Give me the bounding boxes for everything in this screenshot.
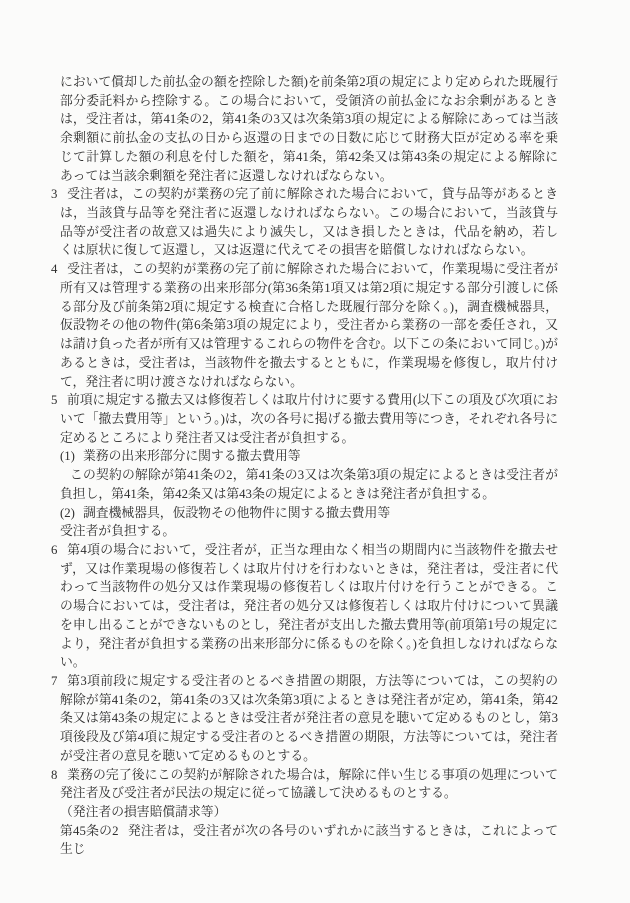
article-text: 発注者は，受注者が次の各号のいずれかに該当するときは，これによって生じ: [60, 823, 558, 857]
item-number-7: 7: [51, 674, 58, 688]
subitem-2-label: (2): [60, 505, 75, 520]
contract-clauses: [51, 73, 558, 859]
item-number-4: 4: [51, 262, 58, 277]
subitem-2-body: 受注者が負担する。: [60, 524, 176, 539]
clause-item-8: [51, 766, 558, 803]
clause-item-5: [51, 391, 558, 447]
clause-item-7: [51, 672, 558, 766]
item-text-8: 業務の完了後にこの契約が解除された場合は，解除に伴い生じる事項の処理について発注者及び受注者が民法の規定に従って協議して決めるものとする。: [60, 767, 558, 801]
subitem-1-body: この契約の解除が第41条の2，第41条の3又は次条第3項の規定によるときは受注者が負担し，第41条，第42条又は第43条の規定によるときは発注者が負担する。: [60, 468, 558, 501]
item-number-6: 6: [51, 542, 58, 557]
paragraph-continuation: において償却した前払金の額を控除した額)を前条第2項の規定により定められた既履行部分委託料から控除する。この場合において，受領済の前払金になお余剰があるときは，受注者は，第41条の2，第41条の3又は次条第3項の規定による解除にあっては当該余剰額に前払金の支払の日から返還の日までの日数に応じて財務大臣が定める率を乗じて計算した額の利息を付した額を，第41条，第42条又は第43条の規定による解除にあっては当該余剰額を発注者に返還しなければならない。: [60, 75, 558, 183]
subitem-1-label: (1): [60, 449, 75, 464]
item-number-5: 5: [51, 393, 58, 408]
item-text-3: 受注者は，この契約が業務の完了前に解除された場合において，貸与品等があるときは，当該貸与品等を発注者に返還しなければならない。この場合において，当該貸与品等が受注者の故意又は過失により滅失し，又はき損したときは，代品を納め，若しくは原状に復して返還し，又は返還に代えてその損害を賠償しなければならない。: [60, 187, 558, 258]
subitem-1-title: 業務の出来形部分に関する撤去費用等: [83, 449, 301, 464]
item-number-8: 8: [51, 767, 58, 782]
subitem-2-heading: [60, 504, 558, 523]
item-number-3: 3: [51, 187, 58, 202]
clause-item-3: [51, 185, 558, 260]
item-text-6: 第4項の場合において，受注者が，正当な理由なく相当の期間内に当該物件を撤去せず，又は作業現場の修復若しくは取片付けを行わないときは，発注者は，受注者に代わって当該物件の処分又は作業現場の修復若しくは取片付けを行うことができる。この場合においては，受注者は，発注者の処分又は修復若しくは取片付けについて異議を申し出ることができないものとし，発注者が支出した撤去費用等(前項第1号の規定により，発注者が負担する業務の出来形部分に係るものを除く。)を負担しなければならない。: [60, 542, 558, 670]
item-text-7: 第3項前段に規定する受注者のとるべき措置の期限，方法等については，この契約の解除が第41条の2，第41条の3又は次条第3項によるときは発注者が定め，第41条，第42条又は第43条の規定によるときは受注者が発注者の意見を聴いて定めるものとし，第3項後段及び第4項に規定する受注者のとるべき措置の期限，方法等については，発注者が受注者の意見を聴いて定めるものとする。: [60, 674, 558, 763]
item-text-4: 受注者は，この契約が業務の完了前に解除された場合において，作業現場に受注者が所有又は管理する業務の出来形部分(第36条第1項又は第2項に規定する部分引渡しに係る部分及び前条第2項に規定する検査に合格した既履行部分を除く。)，調査機械器具，仮設物その他の物件(第6条第3項の規定により，受注者から業務の一部を委任され，又は請け負った者が所有又は管理するこれらの物件を含む。以下この条において同じ。)があるときは，受注者は，当該物件を撤去するとともに，作業現場を修復し，取片付けて，発注者に明け渡さなければならない。: [60, 262, 558, 389]
subitem-1-heading: [60, 447, 558, 466]
subitem-2-title: 調査機械器具，仮設物その他物件に関する撤去費用等: [83, 505, 391, 520]
article-number: 第45条の2: [60, 823, 119, 838]
article-45-2-line: [60, 822, 558, 859]
clause-item-4: [51, 260, 558, 391]
clause-item-6: [51, 541, 558, 672]
section-heading: （発注者の損害賠償請求等）: [60, 805, 227, 820]
item-text-5: 前項に規定する撤去又は修復若しくは取片付けに要する費用(以下この項及び次項において「撤去費用等」という。)は，次の各号に掲げる撤去費用等につき，それぞれ各号に定めるところにより発注者又は受注者が負担する。: [60, 393, 558, 445]
